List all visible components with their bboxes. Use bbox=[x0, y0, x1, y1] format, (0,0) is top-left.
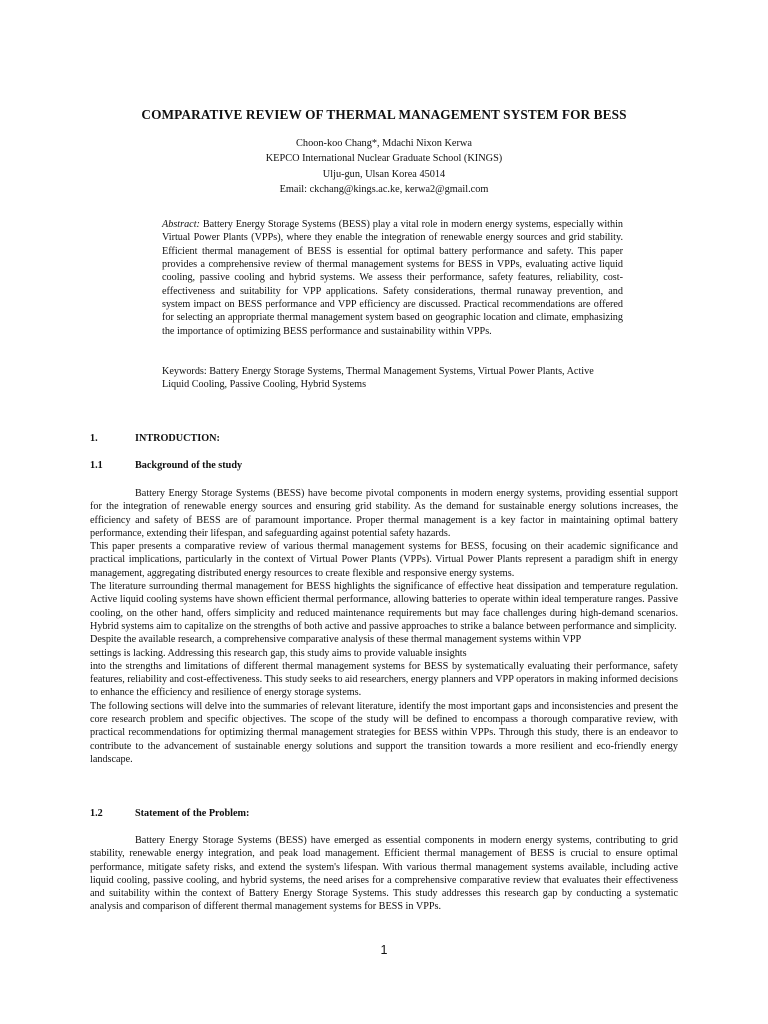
abstract-text: Battery Energy Storage Systems (BESS) play a vital role in modern energy systems, especially within Virtual Power Plants (VPPs), where they enable the integration of renewable energy sources and grid stability. Efficient thermal management of BESS is essential for optimal battery performance and safety. This paper provides a comprehensive review of thermal management systems for BESS in VPPs, evaluating active liquid cooling, passive cooling and hybrid systems. We assess their performance, safety features, reliability, cost-effectiveness and suitability for VPP applications. Safety considerations, thermal runaway prevention, and system impact on BESS performance and VPP efficiency are discussed. Practical recommendations are offered for selecting an appropriate thermal management system based on geographic location and climate, emphasizing the importance of optimizing BESS performance and sustainability within VPPs. bbox=[162, 219, 623, 337]
section-title: INTRODUCTION: bbox=[135, 433, 220, 444]
abstract-label: Abstract: bbox=[162, 219, 200, 230]
author-address: Ulju-gun, Ulsan Korea 45014 bbox=[322, 168, 446, 180]
abstract bbox=[162, 218, 623, 338]
keywords: Keywords: Battery Energy Storage Systems, Thermal Management Systems, Virtual Power Plants, Active Liquid Cooling, Passive Cooling, Hybrid Systems bbox=[162, 366, 594, 391]
section-title: Statement of the Problem: bbox=[135, 808, 250, 819]
section-title: Background of the study bbox=[135, 460, 243, 471]
author-block bbox=[90, 136, 678, 197]
paragraph: The following sections will delve into the summaries of relevant literature, identify the most important gaps and inconsistencies and present the core research problem and specific objectives. The scope of the study will be defined to encompass a thorough comparative review, with practical recommendations for optimizing thermal management strategies for BESS within VPPs. Through this study, there is an endeavor to contribute to the advancement of sustainable energy solutions and support the transition towards a more resilient and eco-friendly energy landscape. bbox=[90, 700, 678, 765]
author-affiliation: KEPCO International Nuclear Graduate School (KINGS) bbox=[265, 153, 503, 165]
section-heading-introduction bbox=[90, 433, 220, 444]
section-number: 1.1 bbox=[90, 460, 103, 471]
section-heading-problem bbox=[90, 808, 249, 819]
section-number: 1. bbox=[90, 433, 98, 444]
paragraph: settings is lacking. Addressing this research gap, this study aims to provide valuable insights bbox=[90, 647, 467, 659]
paragraph: Despite the available research, a comprehensive comparative analysis of these thermal management systems within VPP bbox=[90, 634, 582, 646]
background-body bbox=[90, 487, 678, 766]
problem-body bbox=[90, 834, 678, 914]
section-number: 1.2 bbox=[90, 808, 103, 819]
paragraph: Battery Energy Storage Systems (BESS) have emerged as essential components in modern energy systems, contributing to grid stability, renewable energy integration, and peak load management. Efficient thermal management of BESS is crucial to ensure optimal performance, mitigate safety risks, and extend the system's lifespan. With various thermal management systems available, including active liquid cooling, passive cooling, and hybrid systems, the need arises for a comprehensive comparative review that evaluates their effectiveness and suitability within the context of Battery Energy Storage Systems. This study addresses this research gap by conducting a systematic analysis and comparison of different thermal management systems for BESS in VPPs. bbox=[90, 835, 678, 913]
author-email: Email: ckchang@kings.ac.ke, kerwa2@gmail.com bbox=[279, 183, 489, 195]
paragraph: into the strengths and limitations of different thermal management systems for BESS by systematically evaluating their performance, safety features, reliability and cost-effectiveness. This study seeks to aid researchers, energy planners and VPP operators in making informed decisions to enhance the efficiency and resilience of energy storage systems. bbox=[90, 660, 678, 699]
paragraph: This paper presents a comparative review of various thermal management systems for BESS, focusing on their academic significance and practical implications, particularly in the context of Virtual Power Plants (VPPs). Virtual Power Plants represent a paradigm shift in energy management, aggregating distributed energy resources to create flexible and responsive energy systems. bbox=[90, 541, 678, 579]
author-names: Choon-koo Chang*, Mdachi Nixon Kerwa bbox=[296, 138, 472, 149]
paragraph: Battery Energy Storage Systems (BESS) have become pivotal components in modern energy systems, providing essential support for the integration of renewable energy sources and ensuring grid stability. As the demand for sustainable energy solutions increases, the efficiency and safety of BESS are of paramount importance. Proper thermal management is a key factor in maintaining optimal battery performance, extending their lifespan, and safeguarding against potential safety hazards. bbox=[90, 488, 678, 539]
paper-title: COMPARATIVE REVIEW OF THERMAL MANAGEMENT SYSTEM FOR BESS bbox=[141, 107, 627, 122]
paragraph: The literature surrounding thermal management for BESS highlights the significance of effective heat dissipation and temperature regulation. Active liquid cooling systems have shown efficient thermal performance, allowing batteries to operate within ideal temperature ranges. Passive cooling, on the other hand, offers simplicity and reduced maintenance requirements but may face challenges during high-demand scenarios. Hybrid systems aim to capitalize on the strengths of both active and passive approaches to strike a balance between performance and simplicity. bbox=[90, 581, 678, 632]
page-number: 1 bbox=[380, 943, 388, 957]
section-heading-background bbox=[90, 460, 242, 471]
